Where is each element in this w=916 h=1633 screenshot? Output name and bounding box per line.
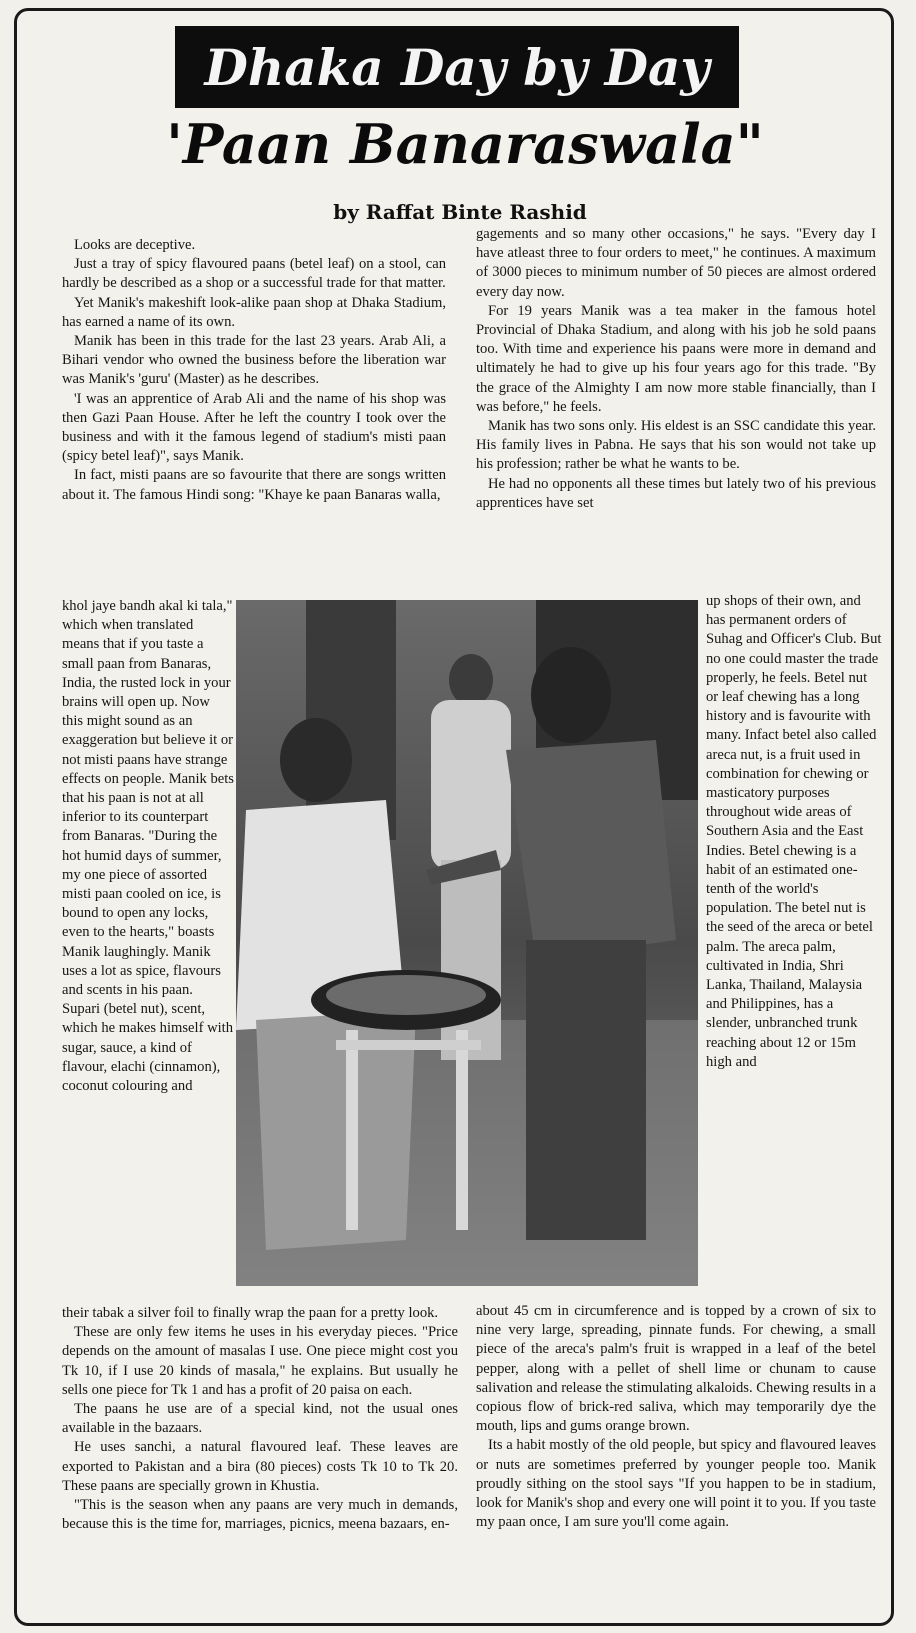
article-byline: by Raffat Binte Rashid bbox=[333, 200, 587, 224]
masthead-title: Dhaka Day by Day bbox=[204, 37, 710, 97]
column-left-top bbox=[62, 236, 446, 592]
paragraph: He uses sanchi, a natural flavoured leaf. These leaves are exported to Pakistan and a bira (80 pieces) costs Tk 10 to Tk 20. These paans are specially grown in Khustia. bbox=[62, 1439, 458, 1494]
paragraph: Manik has been in this trade for the last 23 years. Arab Ali, a Bihari vendor who owned the business before the liberation war was Manik's 'guru' (Master) as he describes. bbox=[62, 333, 446, 388]
paragraph: In fact, misti paans are so favourite that there are songs written about it. The famous Hindi song: "Khaye ke paan Banaras walla, bbox=[62, 467, 446, 503]
paragraph: "This is the season when any paans are very much in demands, because this is the time for, marriages, picnics, meena bazaars, en- bbox=[62, 1497, 458, 1533]
paragraph: their tabak a silver foil to finally wrap the paan for a pretty look. bbox=[62, 1305, 439, 1321]
paragraph: Its a habit mostly of the old people, but spicy and flavoured leaves or nuts are sometimes preferred by younger people too. Manik proudly sithing on the stool says "If you happen to be in stadium, look for Manik's shop and every one will point it to you. If you taste my paan once, I am sure you'll come again. bbox=[476, 1437, 876, 1531]
column-left-bottom bbox=[62, 1304, 458, 1622]
paragraph: Manik has two sons only. His eldest is an SSC candidate this year. His family lives in Pabna. He says that his son would not take up his profession; rather be what he wants to be. bbox=[476, 418, 876, 473]
article-photo bbox=[236, 600, 698, 1286]
column-left-narrow bbox=[62, 597, 234, 1307]
article-headline: 'Paan Banaraswala" bbox=[166, 112, 764, 176]
paragraph: Just a tray of spicy flavoured paans (betel leaf) on a stool, can hardly be described as a shop or a successful trade for that matter. bbox=[62, 256, 446, 292]
column-right-top bbox=[476, 225, 876, 597]
paragraph: 'I was an apprentice of Arab Ali and the name of his shop was then Gazi Paan House. After he left the country I took over the business and with it the famous legend of stadium's misti paan (spicy betel leaf)", says Manik. bbox=[62, 390, 446, 465]
paragraph: up shops of their own, and has permanent orders of Suhag and Officer's Club. But no one could master the trade properly, he feels. Betel nut or leaf chewing has a long history and is favourite with many. Infact betel also called areca nut, is a fruit used in combination for chewing or masticatory purposes throughout wide areas of Southern Asia and the East Indies. Betel chewing is a habit of an estimated one-tenth of the world's population. The betel nut is the seed of the areca or betel palm. The areca palm, cultivated in India, Shri Lanka, Thailand, Malaysia and Philippines, has a slender, unbranched trunk reaching about 12 or 15m high and bbox=[706, 593, 882, 1070]
paragraph: khol jaye bandh akal ki tala," which when translated means that if you taste a small paan from Banaras, India, the rusted lock in your brains will open up. Now this might sound as an exaggeration but believe it or not misti paans have strange effects on people. Manik bets that his paan is not at all inferior to its counterpart from Banaras. "During the hot humid days of summer, my one piece of assorted misti paan cooled on ice, is bound to open any locks, even to the hearts," boasts Manik laughingly. Manik uses a lot as spice, flavours and scents in his paan. Supari (betel nut), scent, which he makes himself with sugar, sauce, a kind of flavour, elachi (cinnamon), coconut colouring and bbox=[62, 598, 234, 1095]
photo-illustration bbox=[236, 600, 698, 1286]
paragraph: gagements and so many other occasions," he says. "Every day I have atleast three to four orders to meet," he continues. A maximum of 3000 pieces to minimum number of 50 pieces are almost ordered every day now. bbox=[476, 226, 876, 300]
paragraph: The paans he use are of a special kind, not the usual ones available in the bazaars. bbox=[62, 1401, 458, 1437]
column-right-narrow bbox=[706, 592, 882, 1302]
paragraph: about 45 cm in circumference and is topped by a crown of six to nine very large, spreading, pinnate funds. For chewing, a small piece of the areca's palm's fruit is wrapped in a leaf of the betel pepper, along with a pellet of shell lime or chunam to cause salivation and release the stimulating alkaloids. Chewing results in a copious flow of brick-red saliva, which may temporarily dye the mouth, lips and gums orange brown. bbox=[476, 1303, 876, 1435]
paragraph: He had no opponents all these times but lately two of his previous apprentices have set bbox=[476, 475, 876, 511]
column-right-bottom bbox=[476, 1302, 876, 1622]
paragraph: For 19 years Manik was a tea maker in the famous hotel Provincial of Dhaka Stadium, and along with his job he sold paans too. With time and experience his paans were more in demand and ultimately he had to give up his four years ago for this trade. "By the grace of the Almighty I am now more stable financially, than I was before," he feels. bbox=[476, 302, 876, 415]
paragraph: Yet Manik's makeshift look-alike paan shop at Dhaka Stadium, has earned a name of its own. bbox=[62, 294, 446, 330]
paragraph: These are only few items he uses in his everyday pieces. "Price depends on the amount of masalas I use. One piece might cost you Tk 10, if I use 20 kinds of masala," he explains. But usually he sells one piece for Tk 1 and has a profit of 20 paisa on each. bbox=[62, 1324, 458, 1398]
paragraph: Looks are deceptive. bbox=[74, 237, 196, 253]
masthead-banner bbox=[175, 26, 739, 108]
